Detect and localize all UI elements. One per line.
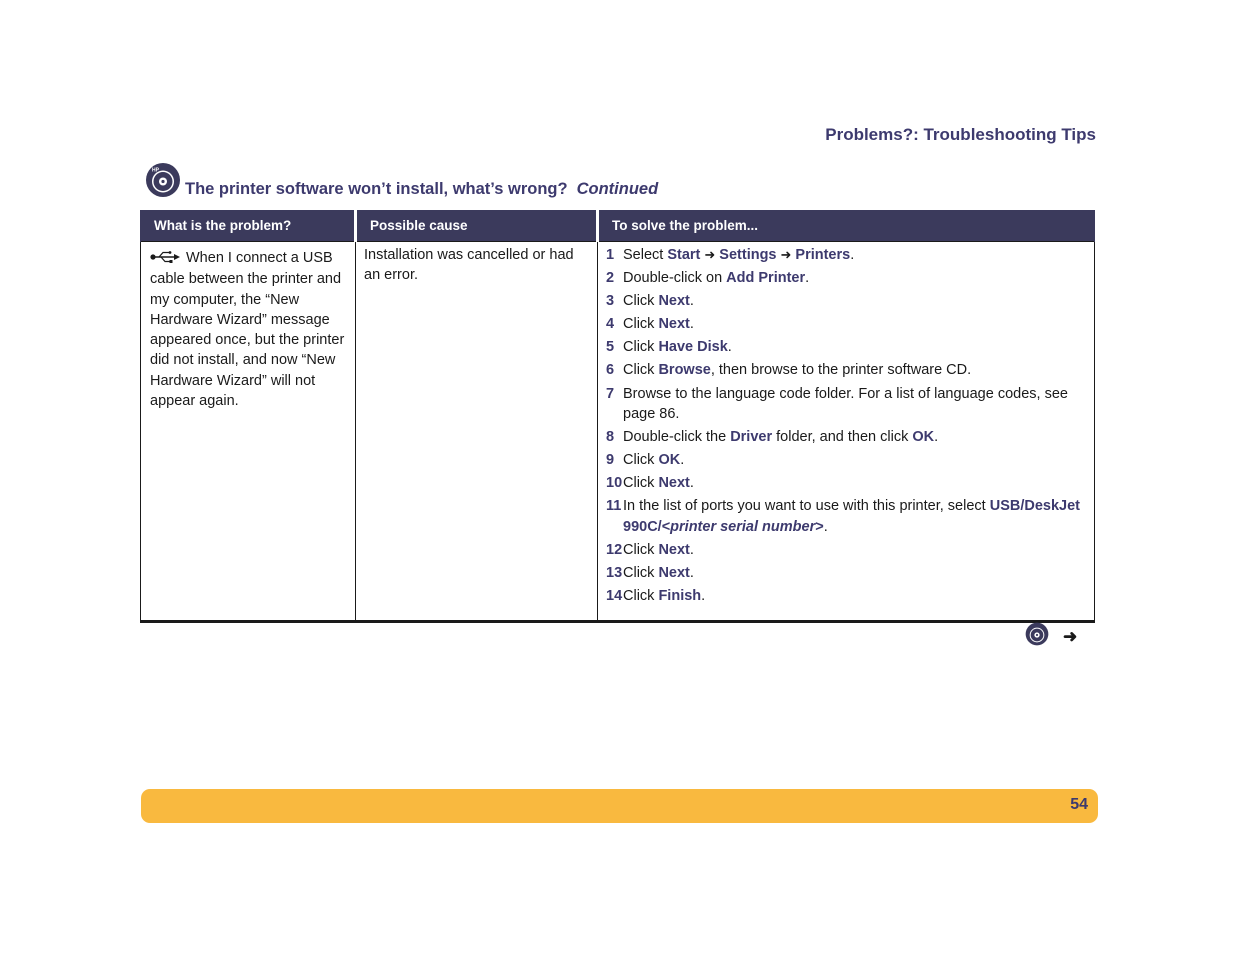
- table-row: [141, 242, 1095, 622]
- settings-menu-label: Settings: [719, 247, 777, 263]
- column-header-problem: What is the problem?: [141, 210, 356, 242]
- section-heading: [145, 163, 658, 203]
- list-item: 3 Click Next.: [606, 293, 694, 310]
- cd-icon: [145, 162, 181, 203]
- problem-text: When I connect a USB cable between the printer and my computer, the “New Hardware Wizard” message appeared once, but the printer did not install, and now “New Hardware Wizard” will not appear again.: [150, 250, 345, 410]
- list-item: 10 Click Next.: [606, 475, 694, 492]
- troubleshooting-table: [140, 210, 1095, 623]
- start-menu-label: Start: [667, 247, 701, 263]
- list-item: 13 Click Next.: [606, 564, 694, 581]
- column-header-solution: To solve the problem...: [598, 210, 1095, 242]
- usb-icon: [150, 249, 180, 269]
- list-item: 9 Click OK.: [606, 452, 685, 469]
- svg-text:HP: HP: [152, 167, 159, 174]
- list-item: 7 Browse to the language code folder. For a list of language codes, see page 86.: [606, 385, 1068, 422]
- printers-menu-label: Printers: [795, 247, 851, 263]
- continued-label: Continued: [576, 180, 659, 198]
- problem-cell: [141, 242, 356, 622]
- footer-bar: [141, 789, 1098, 823]
- list-item: 5 Click Have Disk.: [606, 339, 732, 356]
- column-header-cause: Possible cause: [356, 210, 598, 242]
- list-item: 2 Double-click on Add Printer.: [606, 270, 810, 287]
- section-title: The printer software won’t install, what’s wrong? Continued: [185, 180, 659, 198]
- cause-cell: [356, 242, 598, 622]
- arrow-right-icon: ➜: [704, 247, 716, 262]
- list-item: 11 In the list of ports you want to use with this printer, select USB/DeskJet 990C/<printer serial number>.: [606, 498, 1080, 535]
- page-number: 54: [1070, 796, 1088, 813]
- list-item: 14 Click Finish.: [606, 587, 706, 604]
- next-page-arrow-icon[interactable]: ➜: [1063, 626, 1078, 646]
- list-item: 8 Double-click the Driver folder, and then click OK.: [606, 428, 939, 445]
- table-header-row: [141, 210, 1095, 242]
- solution-cell: [598, 242, 1095, 622]
- cause-text: Installation was cancelled or had an error.: [364, 247, 574, 284]
- arrow-right-icon: ➜: [780, 247, 792, 262]
- solution-steps: [606, 245, 1086, 606]
- list-item: 6 Click Browse, then browse to the printer software CD.: [606, 362, 972, 379]
- cd-nav-icon[interactable]: [1025, 622, 1049, 651]
- running-header: Problems?: Troubleshooting Tips: [825, 125, 1096, 144]
- page-navigation: [1025, 622, 1077, 651]
- list-item: 4 Click Next.: [606, 316, 694, 333]
- list-item: 1 Select Start ➜ Settings ➜ Printers.: [606, 247, 855, 263]
- list-item: 12 Click Next.: [606, 541, 694, 558]
